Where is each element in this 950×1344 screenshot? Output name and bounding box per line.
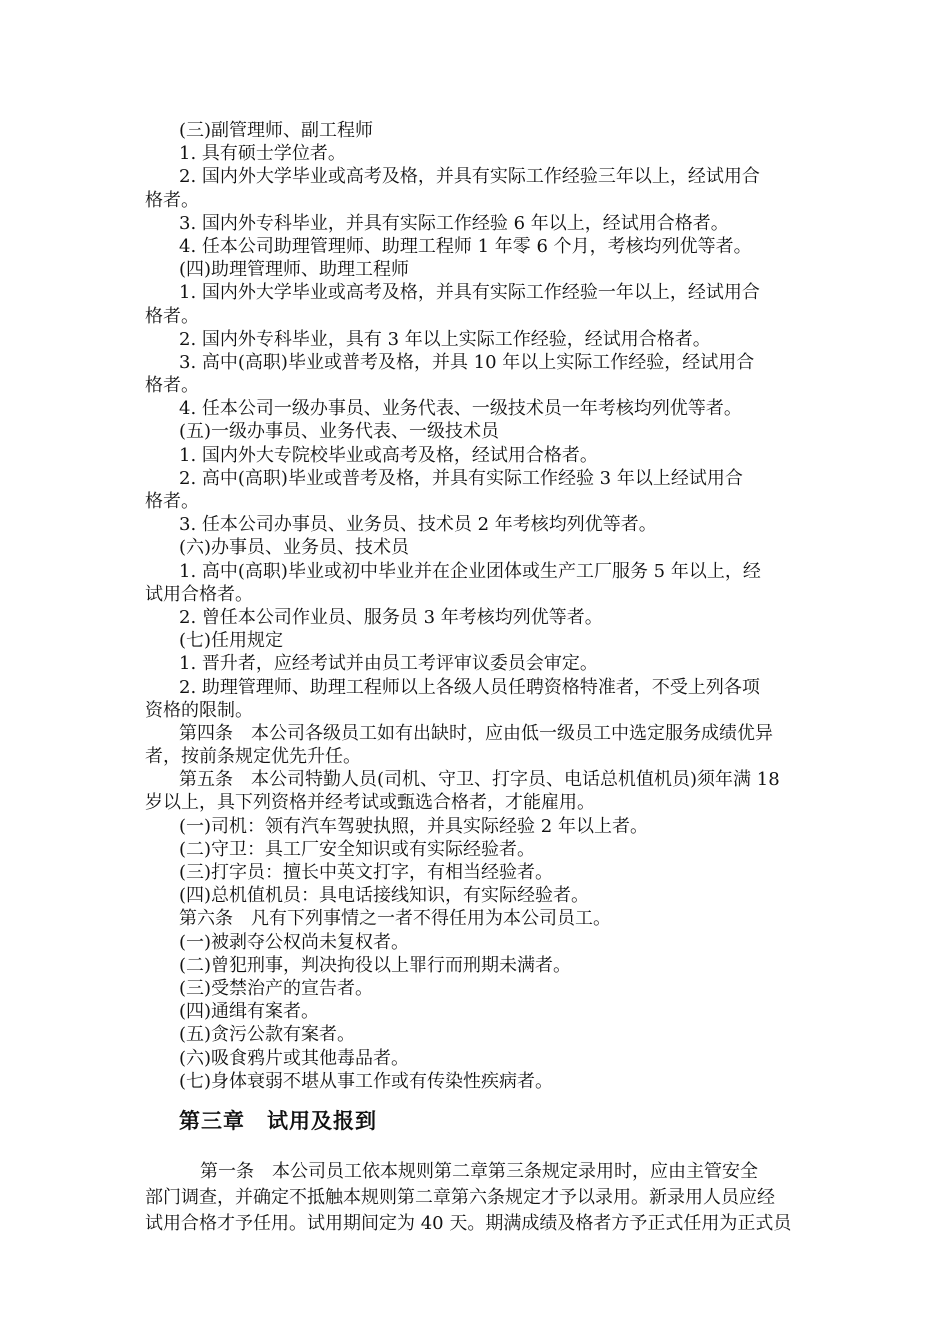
text-line: 2. 高中(高职)毕业或普考及格，并具有实际工作经验 3 年以上经试用合: [179, 467, 743, 489]
text-line: 1. 具有硕士学位者。: [179, 143, 346, 165]
text-line: (六)吸食鸦片或其他毒品者。: [179, 1047, 410, 1069]
text-line: 资格的限制。: [145, 699, 253, 721]
text-line: 试用合格者。: [145, 583, 253, 605]
text-line: (七)任用规定: [179, 630, 284, 652]
text-line: 3. 高中(高职)毕业或普考及格，并具 10 年以上实际工作经验，经试用合: [179, 351, 755, 373]
text-line: 格者。: [145, 491, 199, 512]
text-line: 部门调查，并确定不抵触本规则第二章第六条规定才予以录用。新录用人员应经: [145, 1186, 775, 1208]
text-line: 第五条 本公司特勤人员(司机、守卫、打字员、电话总机值机员)须年满 18: [179, 769, 780, 791]
text-line: 4. 任本公司一级办事员、业务代表、一级技术员一年考核均列优等者。: [179, 398, 742, 420]
chapter-body: [145, 1159, 810, 1237]
text-line: (六)办事员、业务员、技术员: [179, 537, 410, 559]
text-line: (三)受禁治产的宣告者。: [179, 977, 374, 999]
text-line: 格者。: [145, 375, 199, 397]
text-line: 第一条 本公司员工依本规则第二章第三条规定录用时，应由主管安全: [200, 1160, 758, 1182]
text-line: 2. 曾任本公司作业员、服务员 3 年考核均列优等者。: [179, 606, 603, 628]
text-line: 格者。: [145, 305, 199, 327]
text-line: (四)通缉有案者。: [179, 1001, 320, 1023]
chapter-heading: 第三章 试用及报到: [179, 1108, 377, 1133]
text-line: (四)助理管理师、助理工程师: [179, 259, 410, 281]
text-line: 2. 国内外专科毕业，具有 3 年以上实际工作经验，经试用合格者。: [179, 328, 711, 350]
text-line: (一)被剥夺公权尚未复权者。: [179, 931, 410, 953]
text-line: (三)打字员：擅长中英文打字，有相当经验者。: [179, 862, 554, 883]
text-line: 者，按前条规定优先升任。: [145, 746, 361, 768]
text-line: 3. 国内外专科毕业，并具有实际工作经验 6 年以上，经试用合格者。: [179, 212, 729, 234]
document-page: [145, 119, 810, 1237]
text-line: 格者。: [145, 189, 199, 211]
text-line: 第四条 本公司各级员工如有出缺时，应由低一级员工中选定服务成绩优异: [179, 722, 773, 744]
text-line: (二)曾犯刑事，判决拘役以上罪行而刑期未满者。: [179, 954, 572, 976]
text-line: (五)一级办事员、业务代表、一级技术员: [179, 421, 500, 443]
text-line: 3. 任本公司办事员、业务员、技术员 2 年考核均列优等者。: [179, 514, 657, 536]
text-line: 1. 国内外大学毕业或高考及格，并具有实际工作经验一年以上，经试用合: [179, 282, 760, 304]
text-line: 试用合格才予任用。试用期间定为 40 天。期满成绩及格者方予正式任用为正式员: [145, 1212, 792, 1234]
text-line: (七)身体衰弱不堪从事工作或有传染性疾病者。: [179, 1070, 554, 1092]
text-line: (三)副管理师、副工程师: [179, 120, 374, 141]
text-line: 第六条 凡有下列事情之一者不得任用为本公司员工。: [179, 908, 611, 930]
spacer: [145, 1135, 810, 1159]
text-line: 2. 助理管理师、助理工程师以上各级人员任聘资格特准者，不受上列各项: [179, 676, 760, 698]
text-line: 岁以上，具下列资格并经考试或甄选合格者，才能雇用。: [145, 792, 595, 814]
text-line: (四)总机值机员：具电话接线知识，有实际经验者。: [179, 885, 590, 907]
text-line: 1. 国内外大专院校毕业或高考及格，经试用合格者。: [179, 444, 598, 466]
text-line: 2. 国内外大学毕业或高考及格，并具有实际工作经验三年以上，经试用合: [179, 166, 760, 188]
text-line: 1. 晋升者，应经考试并由员工考评审议委员会审定。: [179, 653, 598, 675]
text-line: (二)守卫：具工厂安全知识或有实际经验者。: [179, 838, 536, 860]
text-line: 1. 高中(高职)毕业或初中毕业并在企业团体或生产工厂服务 5 年以上，经: [179, 560, 761, 582]
text-line: (五)贪污公款有案者。: [179, 1024, 356, 1046]
article-body: [145, 119, 810, 1093]
text-line: (一)司机：领有汽车驾驶执照，并具实际经验 2 年以上者。: [179, 815, 648, 837]
text-line: 4. 任本公司助理管理师、助理工程师 1 年零 6 个月，考核均列优等者。: [179, 235, 752, 257]
